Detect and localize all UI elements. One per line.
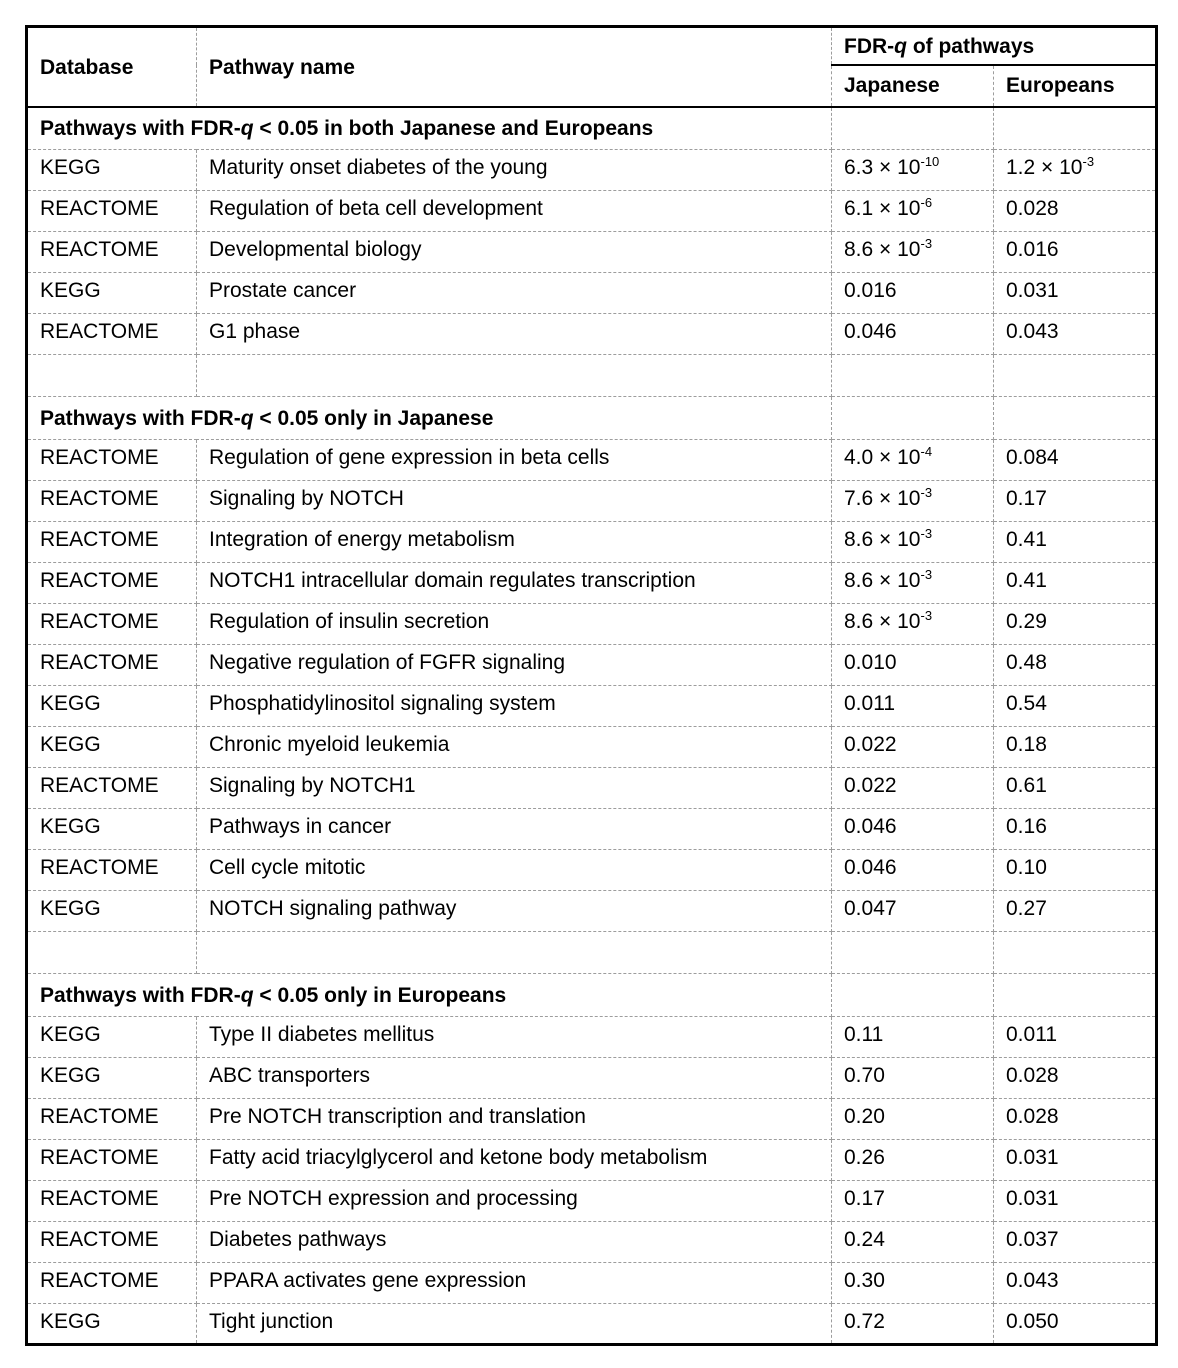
pathways-table — [25, 25, 1158, 1346]
section-header-row-2 — [27, 397, 1157, 440]
table-row — [27, 727, 1157, 768]
fdr-europeans-cell: 0.29 — [994, 604, 1157, 645]
section-europeans-cell — [994, 107, 1157, 150]
fdr-europeans-cell: 0.028 — [994, 1058, 1157, 1099]
table-row — [27, 891, 1157, 932]
col-header-japanese: Japanese — [832, 65, 994, 107]
pathway-name-cell: Regulation of insulin secretion — [197, 604, 832, 645]
table-row — [27, 604, 1157, 645]
pathway-name-cell: Prostate cancer — [197, 273, 832, 314]
section-title: Pathways with FDR-q < 0.05 in both Japanese and Europeans — [27, 107, 832, 150]
table-row — [27, 1222, 1157, 1263]
empty-japanese-cell — [832, 355, 994, 397]
database-cell: REACTOME — [27, 1099, 197, 1140]
table-row — [27, 314, 1157, 355]
section-japanese-cell — [832, 107, 994, 150]
fdr-japanese-cell: 0.17 — [832, 1181, 994, 1222]
fdr-europeans-cell: 0.031 — [994, 1181, 1157, 1222]
database-cell: REACTOME — [27, 768, 197, 809]
fdr-japanese-cell: 0.022 — [832, 768, 994, 809]
section-europeans-cell — [994, 397, 1157, 440]
section-japanese-cell — [832, 397, 994, 440]
table-row — [27, 563, 1157, 604]
fdr-europeans-cell: 0.037 — [994, 1222, 1157, 1263]
database-cell: REACTOME — [27, 1140, 197, 1181]
fdr-japanese-cell: 0.016 — [832, 273, 994, 314]
fdr-japanese-cell: 0.70 — [832, 1058, 994, 1099]
empty-japanese-cell — [832, 932, 994, 974]
fdr-europeans-cell: 0.41 — [994, 563, 1157, 604]
pathway-name-cell: NOTCH1 intracellular domain regulates transcription — [197, 563, 832, 604]
fdr-japanese-cell: 0.30 — [832, 1263, 994, 1304]
fdr-europeans-cell: 0.10 — [994, 850, 1157, 891]
database-cell: REACTOME — [27, 645, 197, 686]
fdr-europeans-cell: 0.27 — [994, 891, 1157, 932]
col-header-database: Database — [27, 27, 197, 107]
empty-europeans-cell — [994, 932, 1157, 974]
fdr-japanese-cell: $6.3 \times 10^{-10}$ — [832, 150, 994, 191]
pathway-name-cell: Fatty acid triacylglycerol and ketone body metabolism — [197, 1140, 832, 1181]
table-row — [27, 440, 1157, 481]
col-header-europeans: Europeans — [994, 65, 1157, 107]
spacer-row — [27, 932, 1157, 974]
pathway-name-cell: Integration of energy metabolism — [197, 522, 832, 563]
database-cell: KEGG — [27, 891, 197, 932]
pathway-name-cell: Maturity onset diabetes of the young — [197, 150, 832, 191]
database-cell: REACTOME — [27, 1181, 197, 1222]
fdr-europeans-cell: 0.48 — [994, 645, 1157, 686]
pathway-name-cell: G1 phase — [197, 314, 832, 355]
database-cell: REACTOME — [27, 850, 197, 891]
database-cell: REACTOME — [27, 522, 197, 563]
fdr-japanese-cell: $8.6 \times 10^{-3}$ — [832, 232, 994, 273]
pathway-name-cell: Regulation of beta cell development — [197, 191, 832, 232]
fdr-japanese-cell: 0.72 — [832, 1304, 994, 1345]
database-cell: REACTOME — [27, 232, 197, 273]
fdr-japanese-cell: 0.047 — [832, 891, 994, 932]
pathway-name-cell: Diabetes pathways — [197, 1222, 832, 1263]
section-europeans-cell — [994, 974, 1157, 1017]
table-row — [27, 191, 1157, 232]
table-row — [27, 1304, 1157, 1345]
section-header-row-1 — [27, 107, 1157, 150]
database-cell: KEGG — [27, 150, 197, 191]
col-header-pathway-name: Pathway name — [197, 27, 832, 107]
table-row — [27, 645, 1157, 686]
pathway-name-cell: NOTCH signaling pathway — [197, 891, 832, 932]
fdr-japanese-cell: 0.046 — [832, 809, 994, 850]
fdr-europeans-cell: 0.016 — [994, 232, 1157, 273]
fdr-europeans-cell: 0.028 — [994, 191, 1157, 232]
pathway-name-cell: Signaling by NOTCH1 — [197, 768, 832, 809]
database-cell: KEGG — [27, 273, 197, 314]
pathway-name-cell: Signaling by NOTCH — [197, 481, 832, 522]
table-row — [27, 1058, 1157, 1099]
fdr-japanese-cell: 0.046 — [832, 850, 994, 891]
table-row — [27, 809, 1157, 850]
table-row — [27, 686, 1157, 727]
pathway-name-cell: Pathways in cancer — [197, 809, 832, 850]
fdr-europeans-cell: 0.028 — [994, 1099, 1157, 1140]
fdr-japanese-cell: 0.010 — [832, 645, 994, 686]
pathway-name-cell: Developmental biology — [197, 232, 832, 273]
fdr-japanese-cell: 0.022 — [832, 727, 994, 768]
pathway-name-cell: Pre NOTCH transcription and translation — [197, 1099, 832, 1140]
empty-database-cell — [27, 355, 197, 397]
database-cell: KEGG — [27, 727, 197, 768]
table-row — [27, 273, 1157, 314]
table-row — [27, 1263, 1157, 1304]
table-row — [27, 1140, 1157, 1181]
fdr-europeans-cell: 0.043 — [994, 314, 1157, 355]
fdr-europeans-cell: 0.18 — [994, 727, 1157, 768]
fdr-europeans-cell: 0.011 — [994, 1017, 1157, 1058]
pathway-name-cell: Cell cycle mitotic — [197, 850, 832, 891]
database-cell: KEGG — [27, 1017, 197, 1058]
database-cell: REACTOME — [27, 563, 197, 604]
fdr-europeans-cell: $1.2 \times 10^{-3}$ — [994, 150, 1157, 191]
pathway-name-cell: PPARA activates gene expression — [197, 1263, 832, 1304]
spacer-row — [27, 355, 1157, 397]
pathway-name-cell: ABC transporters — [197, 1058, 832, 1099]
database-cell: KEGG — [27, 1304, 197, 1345]
section-header-row-3 — [27, 974, 1157, 1017]
pathway-name-cell: Pre NOTCH expression and processing — [197, 1181, 832, 1222]
fdr-japanese-cell: $8.6 \times 10^{-3}$ — [832, 563, 994, 604]
header-row-top — [27, 27, 1157, 65]
fdr-japanese-cell: $8.6 \times 10^{-3}$ — [832, 522, 994, 563]
table-row — [27, 522, 1157, 563]
empty-pathway-cell — [197, 355, 832, 397]
fdr-europeans-cell: 0.61 — [994, 768, 1157, 809]
col-header-fdr-q: FDR-q of pathways — [832, 27, 1157, 65]
database-cell: REACTOME — [27, 314, 197, 355]
fdr-japanese-cell: $7.6 \times 10^{-3}$ — [832, 481, 994, 522]
fdr-europeans-cell: 0.16 — [994, 809, 1157, 850]
table-row — [27, 1017, 1157, 1058]
database-cell: REACTOME — [27, 440, 197, 481]
fdr-europeans-cell: 0.54 — [994, 686, 1157, 727]
database-cell: REACTOME — [27, 191, 197, 232]
pathway-name-cell: Negative regulation of FGFR signaling — [197, 645, 832, 686]
fdr-europeans-cell: 0.043 — [994, 1263, 1157, 1304]
database-cell: REACTOME — [27, 1263, 197, 1304]
table-row — [27, 232, 1157, 273]
database-cell: REACTOME — [27, 481, 197, 522]
pathway-name-cell: Regulation of gene expression in beta cells — [197, 440, 832, 481]
table-row — [27, 150, 1157, 191]
fdr-europeans-cell: 0.41 — [994, 522, 1157, 563]
database-cell: KEGG — [27, 686, 197, 727]
empty-database-cell — [27, 932, 197, 974]
database-cell: REACTOME — [27, 604, 197, 645]
fdr-japanese-cell: 0.046 — [832, 314, 994, 355]
fdr-japanese-cell: 0.011 — [832, 686, 994, 727]
section-title: Pathways with FDR-q < 0.05 only in Europeans — [27, 974, 832, 1017]
database-cell: KEGG — [27, 809, 197, 850]
fdr-europeans-cell: 0.084 — [994, 440, 1157, 481]
fdr-japanese-cell: 0.20 — [832, 1099, 994, 1140]
section-japanese-cell — [832, 974, 994, 1017]
table-row — [27, 1099, 1157, 1140]
pathway-name-cell: Phosphatidylinositol signaling system — [197, 686, 832, 727]
section-title: Pathways with FDR-q < 0.05 only in Japanese — [27, 397, 832, 440]
fdr-europeans-cell: 0.031 — [994, 1140, 1157, 1181]
fdr-japanese-cell: $4.0 \times 10^{-4}$ — [832, 440, 994, 481]
pathway-name-cell: Chronic myeloid leukemia — [197, 727, 832, 768]
fdr-europeans-cell: 0.031 — [994, 273, 1157, 314]
fdr-europeans-cell: 0.17 — [994, 481, 1157, 522]
database-cell: KEGG — [27, 1058, 197, 1099]
empty-europeans-cell — [994, 355, 1157, 397]
fdr-japanese-cell: $6.1 \times 10^{-6}$ — [832, 191, 994, 232]
fdr-japanese-cell: 0.11 — [832, 1017, 994, 1058]
fdr-japanese-cell: 0.24 — [832, 1222, 994, 1263]
fdr-europeans-cell: 0.050 — [994, 1304, 1157, 1345]
table-row — [27, 481, 1157, 522]
table-body — [27, 107, 1157, 1345]
database-cell: REACTOME — [27, 1222, 197, 1263]
pathway-name-cell: Tight junction — [197, 1304, 832, 1345]
fdr-japanese-cell: 0.26 — [832, 1140, 994, 1181]
table-row — [27, 850, 1157, 891]
empty-pathway-cell — [197, 932, 832, 974]
table-row — [27, 768, 1157, 809]
pathway-name-cell: Type II diabetes mellitus — [197, 1017, 832, 1058]
table-row — [27, 1181, 1157, 1222]
fdr-japanese-cell: $8.6 \times 10^{-3}$ — [832, 604, 994, 645]
